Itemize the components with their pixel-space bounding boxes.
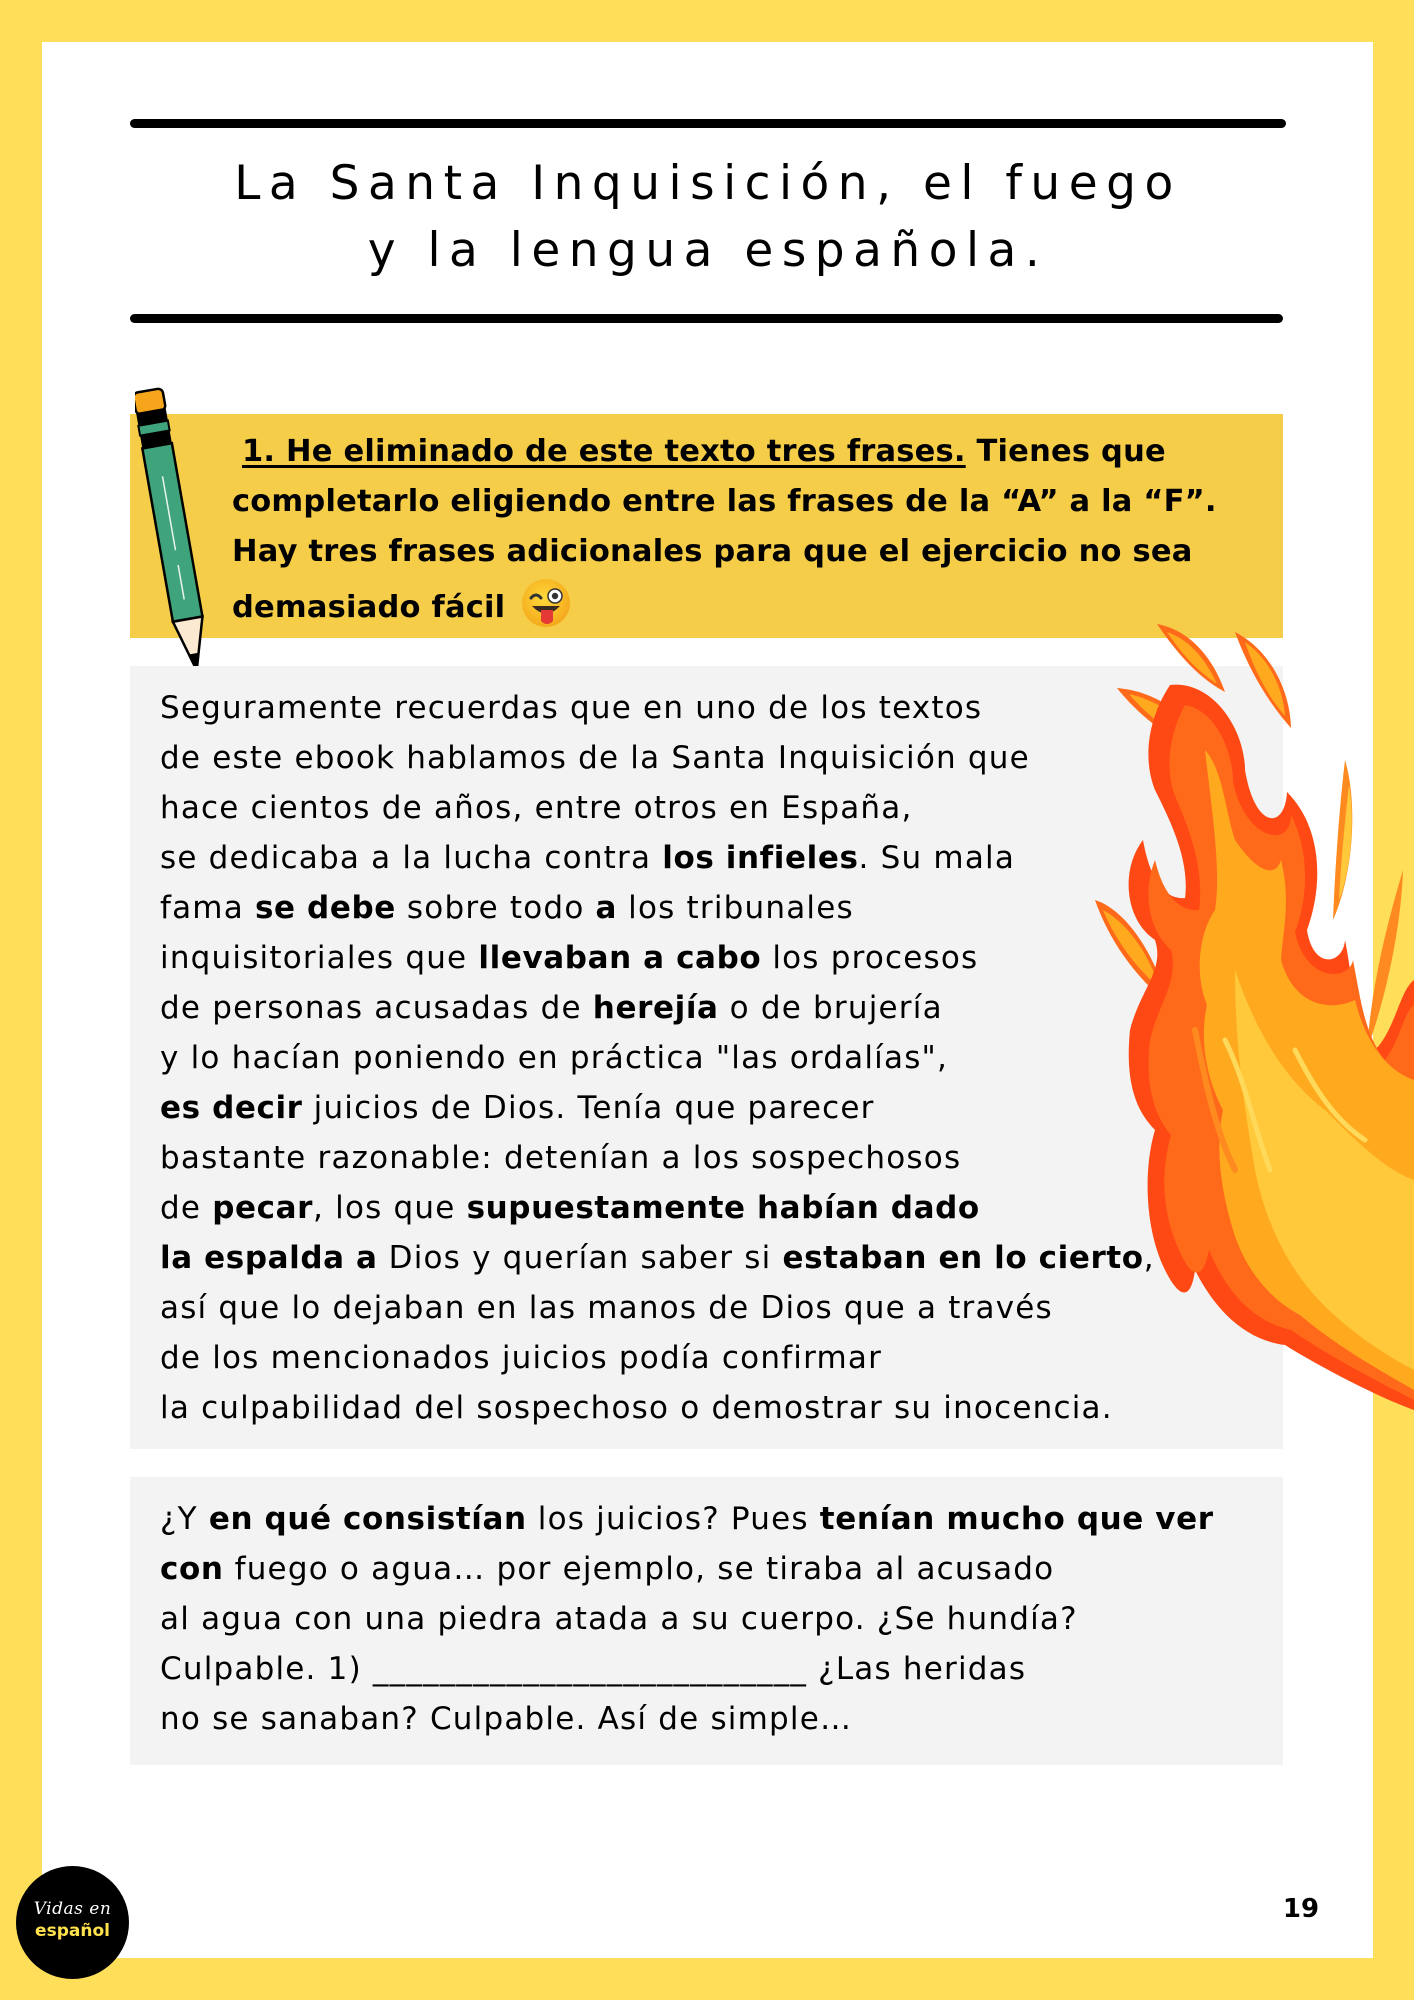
keyword: la espalda a bbox=[160, 1240, 378, 1276]
keyword: en qué consistían bbox=[208, 1501, 527, 1537]
title-bottom-rule bbox=[130, 314, 1283, 323]
paragraph-1: Seguramente recuerdas que en uno de los textos de este ebook hablamos de la Santa Inquisición que hace cientos de años, entre otros en España, se dedicaba a la lucha contra los infieles. Su mala fama se debe sobre todo a los tribunales inquisitoriales que llevaban a cabo los procesos de personas acusadas de herejía o de brujería y lo hacían poniendo en práctica "las ordalías", es decir juicios de Dios. Tenía que parecer bastante razonable: detenían a los sospechosos de pecar, los que supuestamente habían dado la espalda a Dios y querían saber si estaban en lo cierto, así que lo dejaban en las manos de Dios que a través de los mencionados juicios podía confirmar la culpabilidad del sospechoso o demostrar su inocencia. bbox=[160, 690, 1155, 1426]
logo-brand-text: español bbox=[35, 1921, 110, 1941]
fire-illustration-icon bbox=[1095, 610, 1414, 1410]
page-title bbox=[130, 150, 1286, 284]
title-line-1: La Santa Inquisición, el fuego bbox=[234, 156, 1182, 211]
logo-script-text: Vidas en bbox=[33, 1899, 112, 1919]
keyword: supuestamente habían dado bbox=[466, 1190, 980, 1226]
keyword: con bbox=[160, 1551, 224, 1587]
instruction-text: 1. He eliminado de este texto tres frases. Tienes que completarlo eligiendo entre las frases de la “A” a la “F”. Hay tres frases adicionales para que el ejercicio no sea demasiado fácil bbox=[232, 427, 1282, 633]
keyword: es decir bbox=[160, 1090, 303, 1126]
vidas-en-espanol-logo bbox=[16, 1866, 129, 1979]
title-line-2: y la lengua española. bbox=[367, 223, 1049, 278]
keyword: herejía bbox=[592, 990, 719, 1026]
title-top-rule bbox=[130, 119, 1286, 128]
keyword: pecar bbox=[212, 1190, 314, 1226]
pencil-icon bbox=[135, 380, 215, 680]
instruction-heading: 1. He eliminado de este texto tres frases. bbox=[242, 434, 966, 469]
winking-tongue-emoji-icon bbox=[520, 577, 572, 629]
keyword: los infieles bbox=[662, 840, 859, 876]
page-number: 19 bbox=[1282, 1894, 1320, 1924]
keyword: se debe bbox=[254, 890, 396, 926]
paragraph-2: ¿Y en qué consistían los juicios? Pues tenían mucho que ver con fuego o agua… por ejemplo, se tiraba al acusado al agua con una piedra atada a su cuerpo. ¿Se hundía? Culpable. 1) __________________________ ¿Las heridas no se sanaban? Culpable. Así de simple… bbox=[160, 1501, 1214, 1737]
keyword: llevaban a cabo bbox=[478, 940, 762, 976]
blank-1-line: Culpable. 1) __________________________ ¿Las heridas bbox=[160, 1651, 1027, 1687]
keyword: estaban en lo cierto bbox=[782, 1240, 1144, 1276]
keyword: a bbox=[595, 890, 618, 926]
keyword: tenían mucho que ver bbox=[819, 1501, 1214, 1537]
